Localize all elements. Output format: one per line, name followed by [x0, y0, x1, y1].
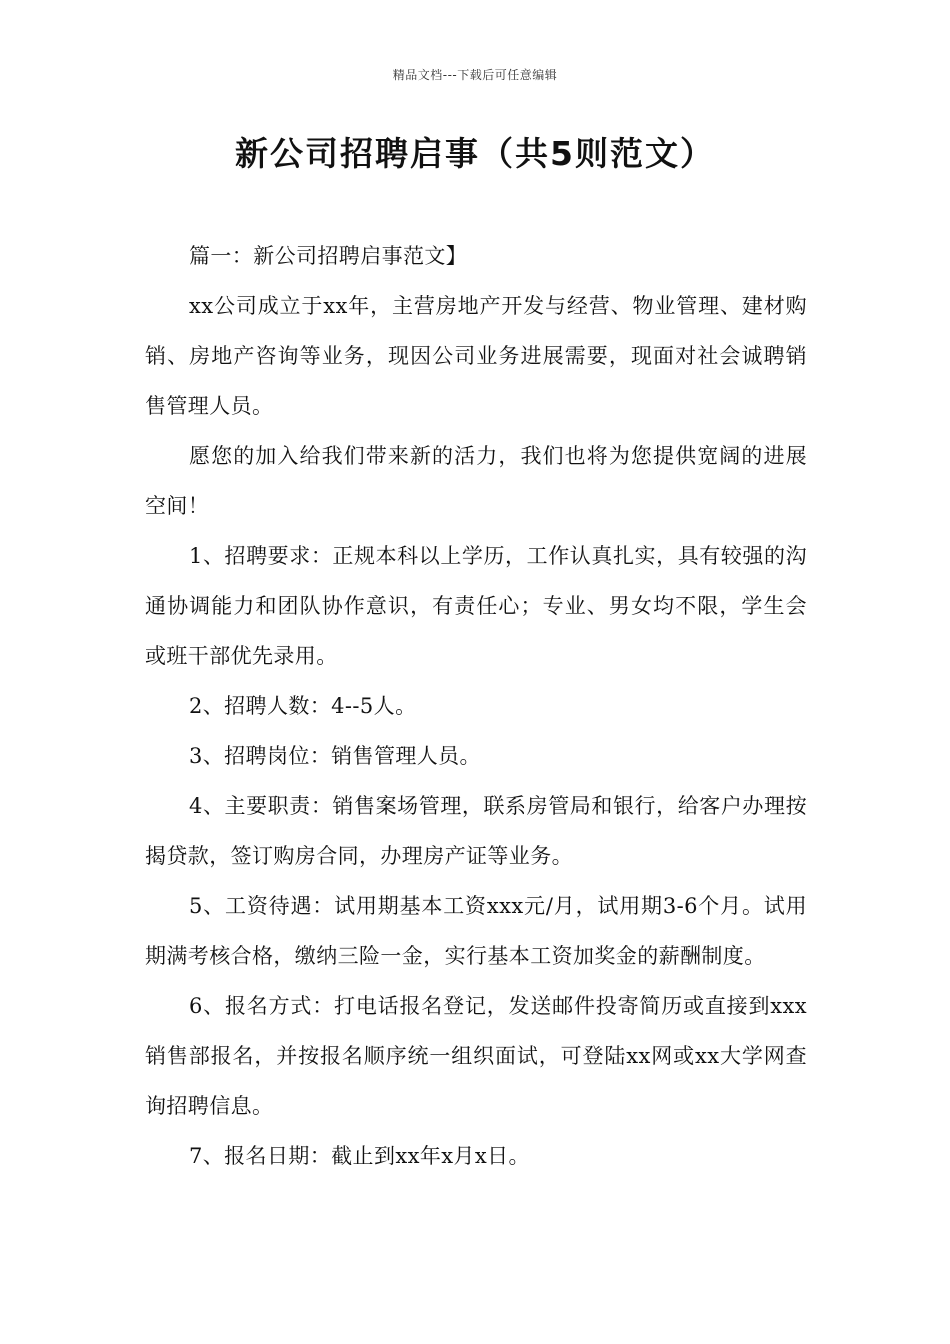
document-body — [145, 231, 807, 1181]
paragraph-headcount: 2、招聘人数：4--5人。 — [189, 694, 417, 718]
paragraph-requirements: 1、招聘要求：正规本科以上学历，工作认真扎实，具有较强的沟通协调能力和团队协作意识，有责任心；专业、男女均不限，学生会或班干部优先录用。 — [145, 544, 807, 668]
paragraph-welcome: 愿您的加入给我们带来新的活力，我们也将为您提供宽阔的进展空间！ — [145, 444, 807, 518]
paragraph-duties: 4、主要职责：销售案场管理，联系房管局和银行，给客户办理按揭贷款，签订购房合同，办理房产证等业务。 — [145, 794, 807, 868]
paragraph-position: 3、招聘岗位：销售管理人员。 — [189, 744, 481, 768]
document-title: 新公司招聘启事（共5则范文） — [235, 134, 715, 173]
paragraph-intro: xx公司成立于xx年，主营房地产开发与经营、物业管理、建材购销、房地产咨询等业务，现因公司业务进展需要，现面对社会诚聘销售管理人员。 — [145, 294, 807, 418]
header-note: 精品文档---下载后可任意编辑 — [392, 68, 558, 82]
paragraph-application-method: 6、报名方式：打电话报名登记，发送邮件投寄简历或直接到xxx销售部报名，并按报名顺序统一组织面试，可登陆xx网或xx大学网查询招聘信息。 — [145, 994, 807, 1118]
paragraph-deadline: 7、报名日期：截止到xx年x月x日。 — [189, 1144, 530, 1168]
paragraph-salary: 5、工资待遇：试用期基本工资xxx元/月，试用期3-6个月。试用期满考核合格，缴纳三险一金，实行基本工资加奖金的薪酬制度。 — [145, 894, 807, 968]
section-heading: 篇一：新公司招聘启事范文】 — [189, 244, 468, 268]
